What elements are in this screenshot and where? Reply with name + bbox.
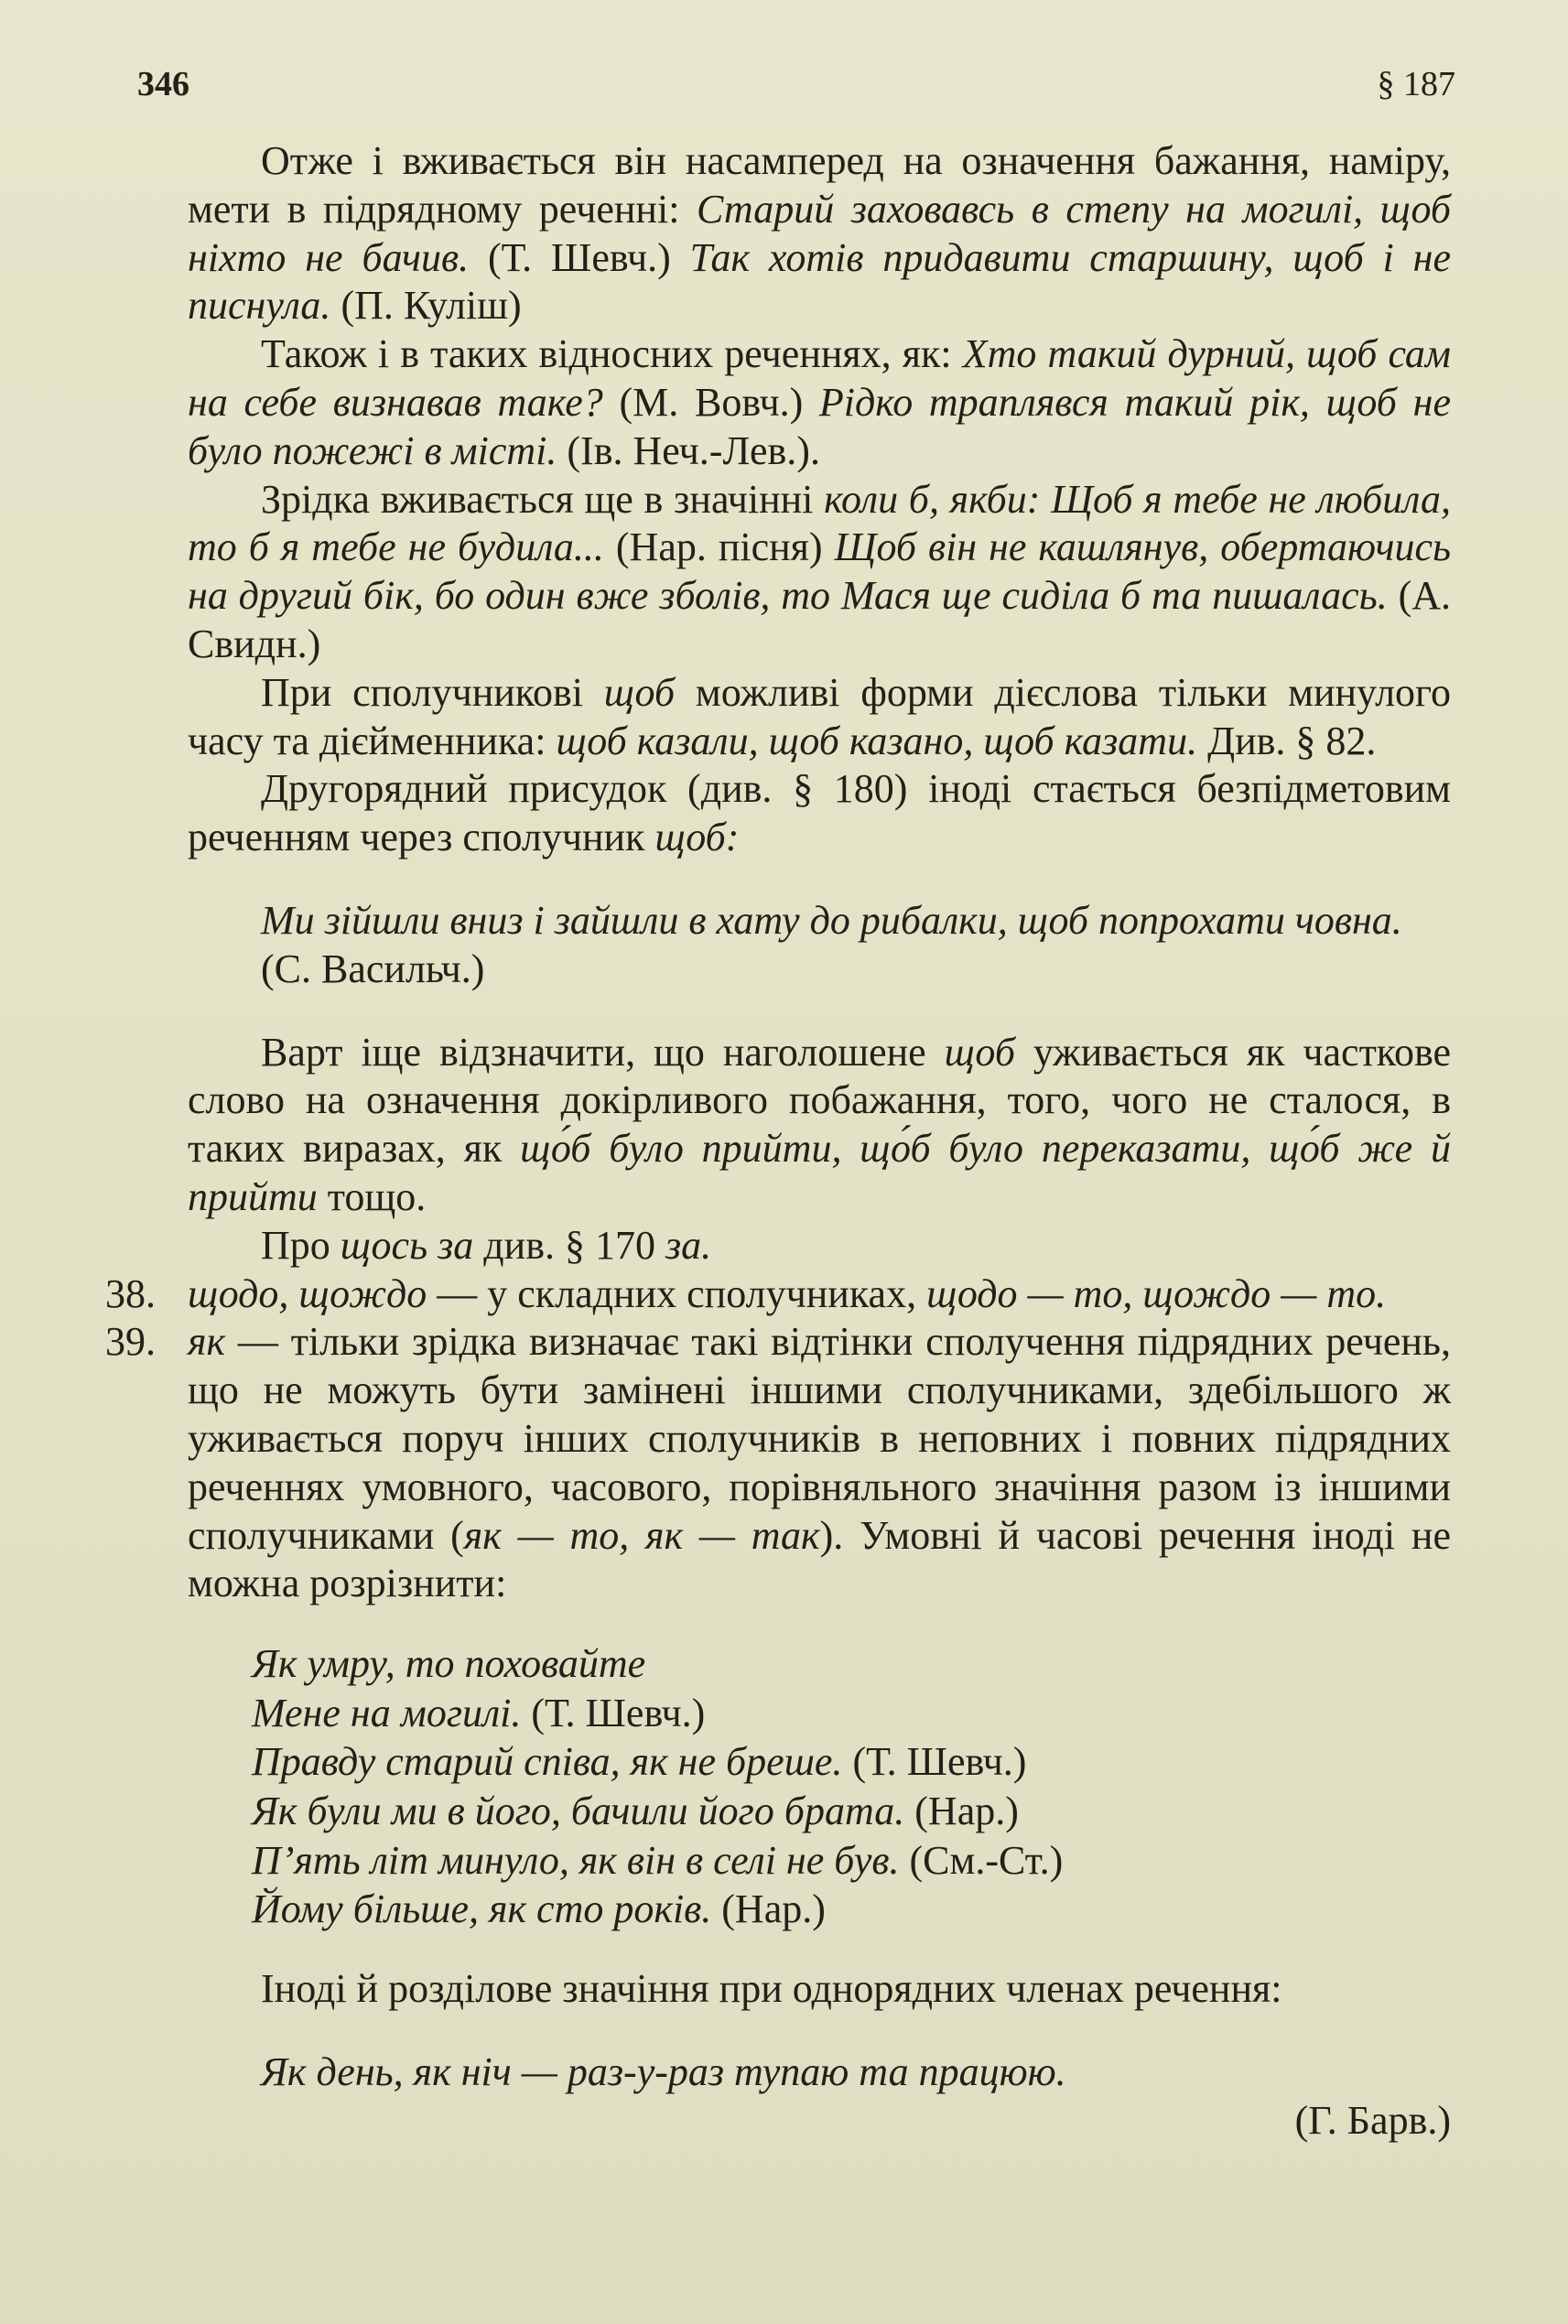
verse-line: Йому більше, як сто років. (Нар.) (252, 1886, 826, 1932)
section-marker: § 187 (1377, 65, 1455, 103)
item-number: 39. (105, 1319, 156, 1365)
body-text (105, 137, 1452, 2146)
verse-line: Як умру, то поховайте (252, 1641, 646, 1687)
verse-line: Мене на могилі. (Т. Шевч.) (252, 1690, 706, 1735)
paragraph-3: Зрідка вживається ще в значінні коли б, якби: Щоб я тебе не любила, то б я тебе не будила... (Нар. пісня) Щоб він не кашлянув, обертаючись на другий бік, бо один вже зболів, то Мася ще сиділа б та пишалась. (А. Свидн.) (188, 476, 1452, 666)
paragraph-8: Іноді й розділове значіння при однорядних членах речення: (261, 1966, 1282, 2012)
numbered-item-38: 38. щодо, щождо — у складних сполучниках, щодо — то, щождо — то. (188, 1270, 1451, 1319)
item-number: 38. (105, 1270, 156, 1316)
example-quote-1: Ми зійшли вниз і зайшли в хату до рибалки, щоб попрохати човна. (С. Васильч.) (261, 897, 1402, 991)
numbered-item-39: 39. як — тільки зрідка визначає такі відтінки сполучення підрядних речень, що не можуть бути замінені іншими сполучниками, здебільшого ж уживається поруч інших сполучників в неповних і повних підрядних реченнях умовного, часового, порівняльного значіння разом із іншими сполучниками (як — то, як — так). Умовні й часові речення іноді не можна розрізнити: (105, 1319, 1451, 1606)
verse-examples (252, 1639, 1451, 1934)
paragraph-1: Отже і вживається він насамперед на означення бажання, наміру, мети в підрядному реченні: Старий заховавсь в степу на могилі, щоб ніхто не бачив. (Т. Шевч.) Так хотів придавити старшину, щоб і не писнула. (П. Куліш) (188, 138, 1452, 329)
verse-line: Правду старий співа, як не бреше. (Т. Шевч.) (252, 1739, 1027, 1785)
page-number: 346 (137, 65, 189, 103)
quote-source: (Г. Барв.) (1294, 2097, 1451, 2143)
paragraph-5: Другорядний присудок (див. § 180) іноді стається безпідметовим реченням через сполучник щоб: (188, 766, 1451, 860)
example-quote-2: Як день, як ніч — раз-у-раз тупаю та працюю. (261, 2048, 1066, 2094)
paragraph-6: Варт іще відзначити, що наголошене щоб уживається як часткове слово на означення докірливого побажання, того, чого не сталося, в таких виразах, як що́б було прийти, що́б було переказати, що́б же й прийти тощо. (188, 1029, 1451, 1219)
verse-line: П’ять літ минуло, як він в селі не був. (См.-Ст.) (252, 1837, 1064, 1883)
paragraph-2: Також і в таких відносних реченнях, як: Хто такий дурний, щоб сам на себе визнавав таке? (М. Вовч.) Рідко траплявся такий рік, щоб не було пожежі в місті. (Ів. Неч.-Лев.). (188, 331, 1451, 473)
paragraph-4: При сполучникові щоб можливі форми дієслова тільки минулого часу та дієйменника: щоб казали, щоб казано, щоб казати. Див. § 82. (188, 669, 1452, 763)
paragraph-7: Про щось за див. § 170 за. (261, 1222, 712, 1268)
verse-line: Як були ми в його, бачили його брата. (Нар.) (252, 1789, 1019, 1834)
